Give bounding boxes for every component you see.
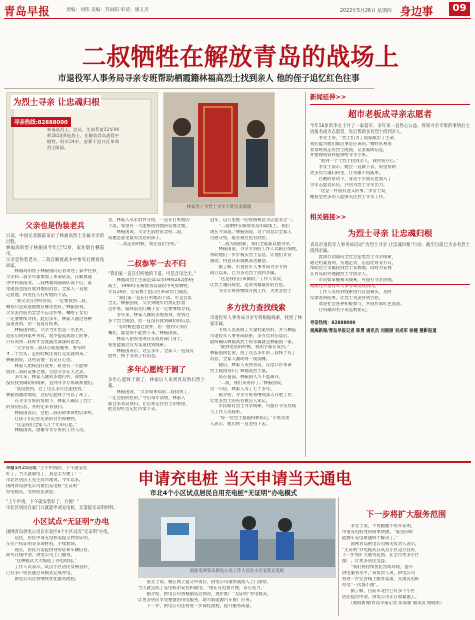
column-filler-text: 李女士说，“烈士们为了国家献出了生命， 我们能为他们做点事是应该的。”她经常利用 业余时间走访烈士陵园，记录墓碑信息， 并整理成资料提供给寻亲专班。 “看到一个个烈士找到亲人，我特别开心。” 李女士表示，她会一直做下去，希望帮助 更多烈士魂归故里，让英雄不再孤单。 在她的带动下，身边不少朋友也加入了 寻亲志愿者队伍，共同为烈士寻亲出力。 “这是一件很有意义的事。”李女士说， 她希望更多的人能够关注烈士寻亲工作。 [310,135,399,200]
paragraph: 市北区居民在家门口就能申请充电桩，无需提交证明材料。 [6,505,118,511]
badge-hotline: 寻亲热线:82888000 [11,117,71,127]
column-filler-text: 林福高的侄子林振国向记者讲述了家中往事， 父亲和二叔早年都参加了革命队伍，在解放战 争中转战南北。二叔林福高随部队南下后，家 里就再也没有收到他的消息，全家人一直惦 记着他，四处托人打听他的下落。 “我父亲在世时常说，一定要找到二叔， 哪怕只是知道他埋在哪里也好。”林振国说， 父亲去世前仍念念不忘这件事，嘱咐子女们 一定要继续寻找。此后多年，林家人通过各种 渠道查询，但一直没有结果。 林振国回忆，父亲当年也是一名老兵， 退伍后回到家乡务农，很少提起战场上的事， 只有说到二叔时才会流露出深深的思念。 “父亲常说二叔从小就很懂事，参军时 才二十出头，走的时候还说打完仗就回来。” 林振国说，这些话他一直记在心里。 林家人始终没有放弃，希望有一天能够 找到二叔的安葬之地，告慰父亲在天之灵。 多年来，林家人辗转多地打听，却始终 没有找到确切的线索，直到寻亲专班联系他们。 “真没想到，过了这么多年还能找到。” 林振国激动地说，这份心愿终于可以了却了。 在寻亲专班的帮助下，林家人确认了烈士 的身份信息，并约定来青祭扫。 林振国表示，会把二叔的故事讲给后辈听。 让孩子们记住先辈的付出和牺牲。 “这是我们全家人几十年的心愿。” 林振国说，感谢寻亲专班的工作人员。 [6,269,101,434]
column-2 [108,218,205,456]
masthead-rule [4,18,471,19]
story2-hotline: 寻亲热线：82888000 [310,320,356,326]
paragraph: 日前，中国记者跟踪采访了林福高烈士亲属寻亲的过程。 [6,234,104,245]
story2-body: 青岛市退役军人事务局启动“为烈士寻亲 让忠魂归根”行动，截至目前已为多名烈士找到亲属。 [310,242,470,254]
paragraph: “我们家一直在打听他的下落，可是音讯全无。” [108,272,197,277]
column-filler-text: 林振国说，“父亲如果知道二叔找到了， 一定会很欣慰的。”今后每年清明，林家人 都会来青岛祭扫，让后辈记住烈士的事迹， 把这份红色记忆传承下去。 [108,389,192,413]
editor-line: 责编：刘伟 美编：苏雨阳 审读：康玉杰 [66,8,149,13]
column-filler-text: 早报5月25日讯 “上午申请的，下午就安装 好了，当天就通电了，真是太方便了！” 市北区居民王先生高兴地说。今年以来， 国网青岛供电公司推出充电桩“无证明” 办电模式，受到居民欢迎。 [6,466,88,495]
paragraph: 国网青岛供电公司在市北区4个小区试点“无证明”办电。 [6,529,112,535]
top-subheadline: 市退役军人事务局寻亲专班帮助栖霞籍林福高烈士找到亲人 他的侄子追忆红色往事 [58,73,360,83]
story2-title: 为烈士寻亲 让忠魂归根 [347,227,433,238]
paragraph: “上午申请，下午就安装好了，方便！” [6,500,80,505]
news-extension-label: 新闻延伸>> [310,93,347,101]
page-number-box [449,2,470,16]
subhead-wish: 多年心愿终于圆了 [126,364,187,374]
bottom-subhead-trial: 小区试点“无证明”办电 [32,516,110,526]
right-column [310,92,470,457]
column-1 [6,218,104,456]
column-filler-text: 此项行动面向全社会征集烈士寻亲线索， 通过档案查询、实地走访、信息比对等方式， 帮助烈士亲属找到烈士安葬地，同时为安葬 在青岛的外地籍烈士寻找亲人。 市民如掌握相关线索，可拨打寻亲热线， 或前往市退役军人事务局反映情况。 工作人员将对线索进行认真核实，及时 反馈查询结果，让烈士英灵得到告慰。 欢迎社会各界积极参与，共同传承红色基因。 让英雄的名字永远被铭记。 [310,254,405,313]
column-filler-text: 张女士说，她在网上提交申请后，供电公司很快就派人上门勘察， 当天就完成了充电桩的安装和通电。“现在充电很方便，省心省力。” 据介绍，供电公司将根据试点情况，逐步推广“无证明”办电模式， 让更多居民享受便捷的用电服务，助力新能源汽车推广应用。 下一步，供电公司还将进一步简化流程，提升服务质量。 [138,580,272,609]
subhead-father: 父亲也是伪装老兵 [25,221,85,230]
section-separator [4,461,471,463]
issue-date: 2022年5月26日 星期四 [340,9,392,14]
subhead-uncle: 二叔参军一去不归 [126,259,187,268]
top-headline: 二叔牺牲在解放青岛的战场上 [82,43,400,71]
column-filler-text: 息，林家人从未放弃寻找，一直在打听他的 下落，希望有一天能够找到他的安葬之地。 林振国说，父亲生前经常念叨二叔， 说他是家里最有出息的孩子。 “二叔走的时候，我还没出生呢。” [108,218,190,247]
banner-photo-caption: 林家侄子为烈士寻亲专班送来锦旗 [186,205,252,210]
story1-title: 超市老板成寻亲志愿者 [348,109,432,119]
right-subhead-expand: 下一步将扩大服务范围 [366,510,446,519]
column-filler-text: 以往，居民申请充电桩需提交物业证明、 车位产权证明等多项材料，手续繁琐。 现在，居民只需提供身份证和车辆信息， 即可在线申请，供电公司上门服务。 “这种模式大大缩短了办电时间。” 工作人员表示，试点小区居民反响良好， 已有多户居民通过该模式完成办电。 供电公司还将继续优化服务流程。 [6,535,92,582]
kicker: 早报5月25日讯 [6,466,37,471]
ev-charging-photo [139,499,335,567]
rule [310,104,470,105]
banner-photo-frame [163,92,275,216]
column-3 [210,218,302,456]
bottom-headline: 申请充电桩 当天申请当天通电 [138,469,352,488]
paragraph: 林福高的侄子林振国今年已72岁，家住烟台栖霞市。 [6,245,104,257]
bottom-story-left [6,466,136,616]
headline-rule [4,88,374,89]
bottom-story-right [342,497,470,616]
badge-title: 为烈士寻亲 让忠魂归根 [13,97,100,107]
bottom-subheadline: 市北4个小区试点居民自用充电桩“无证明”办电模式 [150,489,298,497]
bottom-middle-columns [138,580,334,616]
subhead-search: 多方找力查找线索 [226,303,286,312]
photo-caption: 林福高烈士，党员，生前系第32军94师282团9连战士，在解放青岛战役中牺牲，时年24岁，安葬于沧口区革命烈士陵园。 [47,127,119,150]
rule [310,284,470,285]
bottom-column-divider [338,497,339,616]
badge-frame [11,95,101,126]
column-filler-text: 林福高烈士生前是第32军94师282团9连 战士，1949年在解放青岛战役中英勇牺牲， 年仅24岁，后安葬于沧口区革命烈士陵园。 “我们家一直在打听他的下落，可是音讯 全无。”林振国说，父亲到晚年仍然记挂着 这件事，临终前还叮嘱子女一定要继续寻找。 多年来，林家人辗转多地查询，曾到过 多个烈士陵园，但一直没有找到确切的信息。 “有时候也想过放弃，但一想到父亲的 嘱托，就觉得不能停下来。”林振国说。 林家人把希望寄托在政府部门身上， 希望能通过官方渠道找到线索。 林振国表示，这么多年，全家人一直没有 放弃，终于等到了好消息。 [108,277,195,360]
paragraph: 市退役军人事务局寻亲专班根据线索，找到了林家亲属。 [210,316,302,327]
section-title: 身边事 [400,5,433,18]
masthead [0,0,475,20]
page-number: 09 [452,3,467,14]
paragraph: 父亲是伪装老兵，二叔在解放战争中参军后便再没回家。 [6,257,104,269]
column-filler-text: 专班人员查阅了大量档案资料，并与栖霞 市退役军人事务局联系，多方比对信息后， 最终确认林福高烈士的亲属就是林振国一家。 “接到电话的时候，我的手都在发抖。” 林振国回忆说，找了这么多年的二叔终于有了 消息，全家人激动得一夜没睡。 随后，林家人来到青岛，在沧口区革命 烈士陵园祭扫了林福高烈士墓。 站在墓前，林振国久久不愿离开。 “二叔，我们来看你了。”林振国说， 这一句话，林家人等了七十多年。 据介绍，寻亲专班将继续深入开展工作， 让更多烈士的英名被后人铭记。 市民如有烈士寻亲线索，可拨打寻亲热线 与工作人员联系。 “每一位烈士都值得被铭记。”专班负责 人表示，他们将一直坚持下去。 [210,327,296,428]
column-filler-text: 冠军，以万里挑一的资格被选为志愿者之一。 “二叔牺牲在解放青岛的战场上，我们 现在才知道。”林振国说，这个消息让全家人 百感交集，既有难过也有欣慰。 “二叔为国捐躯，我们全家都以他为荣。” 林振国说，寻亲专班的工作人员耐心细致， 帮助他们一步步核实烈士信息，让他们非常 感动，特意送来锦旗表达谢意。 据了解，市退役军人事务局寻亲专班 成立以来，已为多名烈士找到亲属。 “这是我们应该做的。”工作人员说， 让烈士魂归故里，是对英雄最好的告慰。 寻亲专班将继续开展工作，为更多烈士 [210,218,301,294]
column-filler-text: 李女士说，不用跑腿不用开证明， 申请充电桩变得简单快捷。“家里的新 能源车充电难题终于解决了。” 国网青岛供电公司相关负责人表示， “无证明”办电模式在试点小区运行良好， 下一步将扩大服务范围，在全市更多小区 推广，让更多居民受益。 “我们将持续优化营商环境，提升 供电服务水平。”该负责人说，供电公司 将进一步完善线上服务渠道，实现充电桩 办电“一次都不跑”。 据了解，目前市北区已有多个小区 居民提出申请，供电公司正在加紧施工。 （观海新闻/青岛早报记者 张家骏 通讯员 杨晓彤） [342,524,445,606]
soldier-photo-frame [6,92,158,214]
related-link-label: 相关链接>> [310,212,347,221]
ev-photo-caption: 国家电网青岛供电公司工作人员在小区安装充电桩 [189,569,285,574]
story1-body: 今年56岁的李女士开了一家超市，多年来一直热心公益，得知寻亲专班的事情后主动报名成为志愿者，先后帮助多名烈士找到亲人。 [310,124,470,135]
right-column-divider [305,92,306,457]
paragraph: 多年心愿终于圆了，林家后人来到青岛祭扫烈士墓。 [108,377,205,389]
banner-photo [164,93,274,203]
newspaper-logo: 青岛早报 [4,5,50,18]
ev-photo-frame [138,498,336,578]
story2-byline: 观海新闻/青岛早报记者 陈勇 通讯员 刘丽丽 刘成军 徐健 摄影报道 [310,328,437,334]
